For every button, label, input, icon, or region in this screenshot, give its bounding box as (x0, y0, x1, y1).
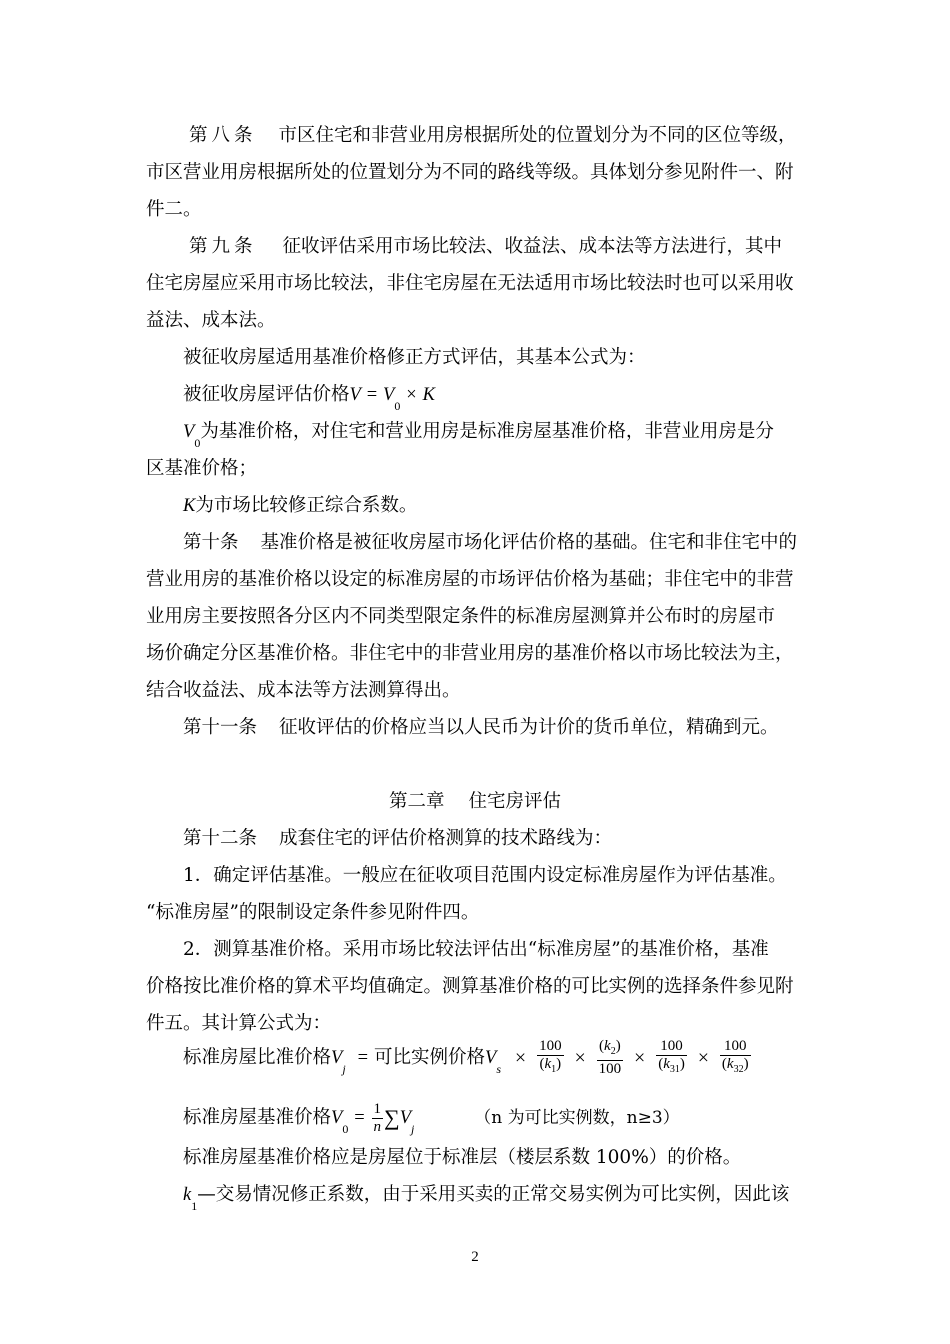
formula2-vj: V (331, 1048, 343, 1068)
formula-v: V (349, 385, 361, 405)
k-definition (183, 493, 863, 519)
article-8-line-2: 市区营业用房根据所处的位置划分为不同的路线等级。具体划分参见附件一、附 (146, 162, 794, 183)
fraction-4-denominator: $(k_{32})$ (721, 1056, 749, 1075)
k-def-text: 为市场比较修正综合系数。 (195, 495, 418, 516)
comparable-price-formula (183, 1038, 863, 1079)
formula3-label: 标准房屋基准价格 (183, 1107, 332, 1128)
v0-def-text: 为基准价格，对住宅和营业用房是标准房屋基准价格，非营业用房是分 (200, 421, 774, 442)
formula3-eq: = (354, 1108, 365, 1128)
article-10-text: 基准价格是被征收房屋市场化评估价格的基础。住宅和非住宅中的 (260, 532, 798, 553)
article-12-label: 第十二条 (183, 828, 258, 849)
fraction-1-sub: 1 (551, 1064, 557, 1075)
fraction-n: n (373, 1118, 382, 1135)
fraction-2-k: k (604, 1038, 611, 1054)
formula2-vs-sub: s (496, 1062, 501, 1076)
formula-eq: = (366, 385, 378, 405)
fraction-1-k: k (544, 1056, 552, 1072)
formula3-vj: V (399, 1108, 412, 1128)
fraction-1-numerator: 100 (539, 1038, 562, 1054)
article-12 (183, 826, 863, 852)
fraction-1-over-n (372, 1101, 384, 1136)
fraction-2-numerator: $(k_2)$ (597, 1038, 624, 1061)
article-9-label: 第九条 (189, 236, 257, 257)
formula-intro: 被征收房屋适用基准价格修正方式评估，其基本公式为： (183, 347, 646, 368)
formula-v0-sub: 0 (394, 399, 401, 413)
article-9-text: 征收评估采用市场比较法、收益法、成本法等方法进行，其中 (282, 236, 783, 257)
fraction-3-numerator: 100 (656, 1038, 687, 1056)
step-1-line-1: 1．确定评估基准。一般应在征收项目范围内设定标准房屋作为评估基准。 (183, 865, 787, 886)
formula-label: 被征收房屋评估价格 (183, 384, 350, 405)
fraction-2-sub: 2 (610, 1046, 616, 1057)
fraction-one: 1 (373, 1100, 382, 1117)
fraction-100-k1 (537, 1038, 564, 1078)
fraction-1-denominator: $(k_1)$ (539, 1056, 562, 1075)
fraction-4-sub: 32 (733, 1064, 744, 1075)
k1-definition (183, 1182, 863, 1213)
fraction-100-k32 (720, 1038, 751, 1078)
article-10-line-1 (183, 530, 863, 556)
article-11 (183, 715, 863, 741)
floor-note: 标准房屋基准价格应是房屋位于标准层（楼层系数 100%）的价格。 (183, 1147, 742, 1168)
article-10-line-4: 场价确定分区基准价格。非住宅中的非营业用房的基准价格以市场比较法为主， (146, 643, 794, 664)
v0-definition-line-2: 区基准价格； (146, 458, 258, 479)
article-8-line-3: 件二。 (146, 199, 202, 220)
fraction-4-k: k (726, 1056, 734, 1072)
page-number: 2 (471, 1249, 479, 1265)
basic-formula (183, 382, 863, 413)
step-2-line-2: 价格按比准价格的算术平均值确定。测算基准价格的可比实例的选择条件参见附 (146, 976, 794, 997)
formula3-note: （n 为可比实例数，n≥3） (474, 1108, 680, 1128)
article-10-line-3: 业用房主要按照各分区内不同类型限定条件的标准房屋测算并公布时的房屋市 (146, 606, 776, 627)
article-10-label: 第十条 (183, 532, 239, 553)
formula2-eq: = (357, 1048, 368, 1068)
article-12-text: 成套住宅的评估价格测算的技术路线为： (279, 828, 613, 849)
k1-sub: 1 (191, 1199, 198, 1213)
k1-symbol: k (183, 1185, 192, 1205)
formula-v0: V (383, 385, 395, 405)
article-8-line-1 (189, 123, 869, 149)
chapter-2-label: 第二章 (388, 791, 445, 812)
fraction-100-k31 (656, 1038, 687, 1078)
formula2-times-3: × (634, 1047, 646, 1069)
fraction-3-k: k (663, 1056, 670, 1072)
fraction-3-denominator: $(k_{31})$ (658, 1056, 685, 1075)
v0-symbol: V (183, 422, 195, 442)
formula-times: × (406, 385, 417, 405)
formula3-v0-sub: 0 (342, 1122, 349, 1136)
formula2-times-1: × (514, 1047, 527, 1069)
formula2-label2: 可比实例价格 (374, 1047, 486, 1068)
formula-k: K (422, 385, 435, 405)
article-9-line-1 (189, 234, 869, 260)
k1-def-text: —交易情况修正系数，由于采用买卖的正常交易实例为可比实例，因此该 (197, 1184, 790, 1205)
chapter-2-heading (0, 789, 950, 815)
step-1-line-2: “标准房屋”的限制设定条件参见附件四。 (146, 902, 480, 923)
article-8-label: 第八条 (189, 125, 257, 146)
fraction-2-denominator: 100 (598, 1061, 622, 1077)
fraction-3-sub: 31 (669, 1064, 680, 1075)
step-2-line-3: 件五。其计算公式为： (146, 1013, 332, 1034)
k-symbol: K (183, 496, 196, 516)
article-8-text: 市区住宅和非营业用房根据所处的位置划分为不同的区位等级， (278, 125, 797, 146)
sigma-symbol: ∑ (384, 1105, 400, 1130)
fraction-4-numerator: 100 (720, 1038, 751, 1056)
chapter-2-title: 住宅房评估 (468, 791, 562, 812)
formula2-times-4: × (697, 1047, 710, 1069)
formula2-vj-sub: j (342, 1062, 346, 1076)
article-11-text: 征收评估的价格应当以人民币为计价的货币单位，精确到元。 (279, 717, 779, 738)
article-9-line-2: 住宅房屋应采用市场比较法，非住宅房屋在无法适用市场比较法时也可以采用收 (146, 273, 794, 294)
v0-sub: 0 (194, 436, 201, 450)
formula3-vj-sub: j (411, 1122, 415, 1136)
formula3-v0: V (331, 1108, 343, 1128)
formula2-label: 标准房屋比准价格 (183, 1047, 332, 1068)
base-price-formula (183, 1098, 863, 1139)
fraction-k2-100 (597, 1038, 624, 1078)
v0-definition-line-1 (183, 419, 863, 450)
article-11-label: 第十一条 (183, 717, 258, 738)
formula2-vs: V (485, 1048, 497, 1068)
step-2-line-1: 2．测算基准价格。采用市场比较法评估出“标准房屋”的基准价格，基准 (183, 939, 769, 960)
article-10-line-2: 营业用房的基准价格以设定的标准房屋的市场评估价格为基础；非住宅中的非营 (146, 569, 794, 590)
article-10-line-5: 结合收益法、成本法等方法测算得出。 (146, 680, 461, 701)
article-9-line-3: 益法、成本法。 (146, 310, 276, 331)
formula2-times-2: × (574, 1047, 586, 1069)
